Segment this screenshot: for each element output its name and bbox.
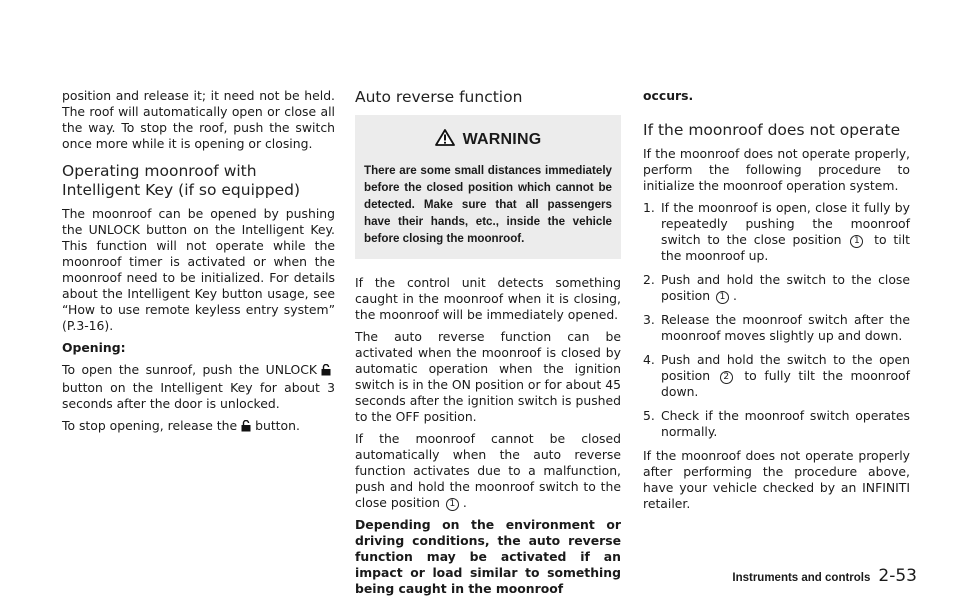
open-text-after: button on the Intelligent Key for about 3 seconds after the door is unlocked. — [62, 380, 335, 411]
column-3 — [643, 88, 910, 518]
step-item — [643, 408, 910, 440]
column-1 — [62, 88, 335, 442]
unlock-icon — [241, 420, 251, 436]
step-text — [661, 352, 910, 400]
warning-box — [355, 115, 621, 259]
warning-text: There are some small distances immediately before the closed position which cannot be detected. Make sure that all passengers have their hands, etc., inside the vehicle before closing the moonroof. — [364, 164, 612, 245]
step-item — [643, 200, 910, 264]
step-text: Release the moonroof switch after the moonroof moves slightly up and down. — [661, 312, 910, 343]
auto-reverse-paragraph-2: The auto reverse function can be activated when the moonroof is closed by automatic operation when the ignition switch is in the ON position or for about 45 seconds after the ignition switch is pushed to the OFF position. — [355, 329, 621, 424]
intelligent-key-paragraph: The moonroof can be opened by pushing the UNLOCK button on the Intelligent Key. This function will not operate while the moonroof timer is activated or when the moonroof need to be initialized. For details about the Intelligent Key button usage, see “How to use remote keyless entry system” (P.3-16). — [62, 206, 335, 333]
warning-header — [364, 129, 612, 150]
page-number: 2-53 — [878, 566, 917, 586]
open-text-before: To open the sunroof, push the UNLOCK — [62, 362, 317, 377]
circled-number-badge: 1 — [850, 235, 863, 248]
section-heading-intelligent-key: Operating moonroof with Intelligent Key (if so equipped) — [62, 162, 300, 199]
step-text-after: to fully tilt the moonroof down. — [661, 368, 910, 399]
step-text-after: . — [733, 288, 737, 303]
stop-text-before: To stop opening, release the — [62, 418, 238, 433]
intro-paragraph: position and release it; it need not be held. The roof will automatically open or close all the way. To stop the roof, push the switch once more while it is opening or closing. — [62, 88, 335, 151]
circled-number-badge: 1 — [446, 498, 459, 511]
open-instruction — [62, 362, 335, 412]
unlock-icon — [321, 364, 331, 380]
step-text: Check if the moonroof switch operates normally. — [661, 408, 910, 439]
section-heading-not-operate: If the moonroof does not operate — [643, 121, 901, 139]
not-operate-closing: If the moonroof does not operate properly after performing the procedure above, have your vehicle checked by an INFINITI retailer. — [643, 448, 910, 511]
step-number: 4. — [643, 352, 655, 367]
step-number: 3. — [643, 312, 655, 327]
opening-label: Opening: — [62, 340, 126, 355]
step-text-before: Push and hold the switch to the close position — [661, 272, 910, 303]
step-item — [643, 352, 910, 400]
continued-text: occurs. — [643, 88, 694, 103]
step-item — [643, 312, 910, 344]
step-text-after: to tilt the moonroof up. — [661, 232, 910, 263]
p3-text-after: . — [462, 495, 467, 510]
step-text-before: Push and hold the switch to the open position — [661, 352, 910, 383]
auto-reverse-paragraph-1: If the control unit detects something caught in the moonroof when it is closing, the moonroof will be immediately opened. — [355, 275, 621, 322]
warning-triangle-icon — [435, 129, 455, 150]
warning-title: WARNING — [462, 130, 542, 148]
not-operate-intro: If the moonroof does not operate properly, perform the following procedure to initialize the moonroof operation system. — [643, 146, 910, 193]
section-heading-auto-reverse: Auto reverse function — [355, 88, 523, 106]
step-number: 2. — [643, 272, 655, 287]
step-text — [661, 200, 910, 264]
step-text-before: If the moonroof is open, close it fully by repeatedly pushing the moonroof switch to the close position — [661, 200, 910, 247]
step-number: 5. — [643, 408, 655, 423]
column-2 — [355, 88, 621, 603]
page-footer — [727, 566, 917, 586]
footer-section-title: Instruments and controls — [732, 572, 871, 584]
circled-number-badge: 2 — [720, 371, 733, 384]
step-number: 1. — [643, 200, 655, 215]
stop-text-after: button. — [255, 418, 300, 433]
p3-text-before: If the moonroof cannot be closed automatically when the auto reverse function activates due to a malfunction, push and hold the moonroof switch to the close position — [355, 431, 621, 510]
procedure-steps — [643, 200, 910, 440]
circled-number-badge: 1 — [716, 291, 729, 304]
stop-instruction — [62, 418, 335, 436]
auto-reverse-caution: Depending on the environment or driving conditions, the auto reverse function may be activated if an impact or load similar to something being caught in the moonroof — [355, 517, 621, 596]
step-text — [661, 272, 910, 304]
step-item — [643, 272, 910, 304]
auto-reverse-paragraph-3 — [355, 431, 621, 511]
